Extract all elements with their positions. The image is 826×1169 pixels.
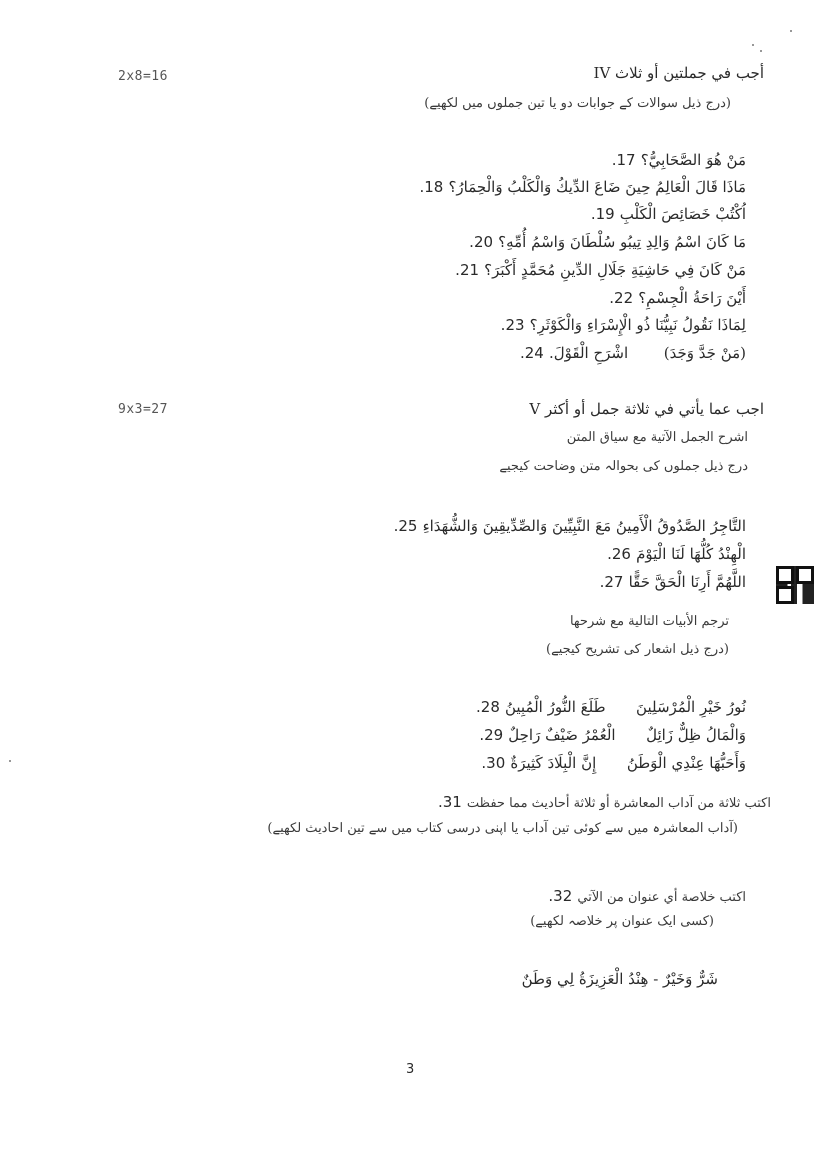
question-32	[548, 886, 746, 905]
section-iv-urdu: (درج ذیل سوالات کے جوابات دو یا تین جملوں میں لکھیے)	[424, 96, 731, 111]
question-32-urdu: (کسی ایک عنوان پر خلاصہ لکھیے)	[530, 914, 714, 929]
scan-speck	[760, 50, 762, 52]
question-number: 31.	[437, 793, 462, 811]
question-number: 27.	[599, 573, 624, 591]
question-number: 20.	[469, 233, 494, 251]
question-number: 26.	[607, 545, 631, 563]
qr-code	[776, 566, 814, 604]
question-number: 21.	[455, 261, 480, 279]
question-text: مَاذَا قَالَ الْعَالِمُ حِينَ ضَاعَ الدِّيكُ وَالْكَلْبُ وَالْحِمَارُ؟	[448, 178, 746, 196]
question-21	[455, 260, 746, 279]
question-20	[469, 232, 746, 251]
question-text: اكتب خلاصة أي عنوان من الآتي	[577, 890, 746, 905]
question-number: 24.	[519, 344, 544, 362]
question-number: 25.	[393, 517, 418, 535]
question-25	[394, 516, 746, 535]
section-v-urdu2: (درج ذیل اشعار کی تشریح کیجیے)	[546, 642, 729, 657]
verse-first-half: طَلَعَ النُّورُ الْمُبِينُ	[504, 698, 606, 716]
verse-29	[479, 725, 746, 744]
question-24	[520, 343, 746, 362]
question-32-topics: شَرٌّ وَخَيْرٌ - هِنْدُ الْعَزِيزَةُ لِي وَطَنٌ	[521, 970, 718, 988]
section-v-sub2: ترجم الأبيات التالية مع شرحها	[569, 614, 729, 629]
verse-second-half: نُورُ خَيْرِ الْمُرْسَلِينَ	[636, 698, 746, 716]
verse-28	[476, 697, 746, 716]
section-v-urdu1: درج ذیل جملوں کی بحوالہ متن وضاحت کیجیے	[499, 459, 748, 474]
verse-number: 30.	[481, 754, 506, 772]
question-text: اُكْتُبْ خَصَائِصَ الْكَلْبِ	[619, 205, 746, 223]
question-text: مَنْ هُوَ الصَّحَابِيُّ؟	[640, 151, 746, 169]
verse-number: 29.	[479, 726, 504, 744]
question-text: اللَّهُمَّ أَرِنَا الْحَقَّ حَقًّا	[628, 573, 746, 591]
question-number: 22.	[609, 289, 634, 307]
question-text: اشْرَحِ الْقَوْلَ.	[548, 344, 629, 362]
section-v-marks: 9x3=27	[118, 402, 168, 417]
verse-number: 28.	[476, 698, 500, 716]
scan-speck	[752, 44, 754, 46]
question-number: 32.	[548, 887, 573, 905]
section-iv-heading: IV أجب في جملتين أو ثلاث	[593, 64, 764, 82]
verse-second-half: وَأَحَبُّهَا عِنْدِي الْوَطَنُ	[626, 754, 746, 772]
question-31-urdu: (آداب المعاشرہ میں سے کوئی تین آداب یا اپنی درسی کتاب میں سے تین احادیث لکھیے)	[267, 821, 738, 836]
question-27	[600, 572, 746, 591]
question-aside: (مَنْ جَدَّ وَجَدَ)	[663, 344, 746, 362]
question-number: 19.	[590, 205, 615, 223]
question-text: اكتب ثلاثة من آداب المعاشرة أو ثلاثة أحاديث مما حفظت	[466, 796, 771, 811]
question-18	[419, 177, 746, 196]
question-23	[501, 315, 746, 334]
verse-first-half: إِنَّ الْبِلَادَ كَثِيرَةٌ	[510, 754, 597, 772]
question-17	[612, 150, 746, 169]
question-text: لِمَاذَا نَقُولُ نَبِيُّنَا ذُو الْإِسْرَاءِ وَالْكَوْثَرِ؟	[529, 316, 746, 334]
question-19	[591, 204, 746, 223]
scan-speck	[9, 760, 11, 762]
question-26	[607, 544, 746, 563]
verse-second-half: وَالْمَالُ ظِلٌّ زَائِلٌ	[646, 726, 746, 744]
question-text: مَا كَانَ اسْمُ وَالِدِ تِيبُو سُلْطَانَ وَاسْمُ أُمِّهِ؟	[498, 233, 746, 251]
section-v-sub1: اشرح الجمل الآتية مع سياق المتن	[566, 430, 748, 445]
question-text: التَّاجِرُ الصَّدُوقُ الْأَمِينُ مَعَ النَّبِيِّينَ وَالصِّدِّيقِينَ وَالشُّهَدَاءِ	[422, 517, 746, 535]
question-text: أَيْنَ رَاحَةُ الْجِسْمِ؟	[638, 289, 746, 307]
scan-speck	[790, 30, 792, 32]
verse-30	[481, 753, 746, 772]
question-22	[609, 288, 746, 307]
question-31	[438, 792, 771, 811]
verse-first-half: الْعُمْرُ ضَيْفٌ رَاحِلٌ	[508, 726, 616, 744]
question-text: مَنْ كَانَ فِي حَاشِيَةِ جَلَالِ الدِّينِ مُحَمَّدٍ أَكْبَرَ؟	[484, 261, 746, 279]
section-iv-marks: 2x8=16	[118, 69, 168, 84]
question-number: 18.	[419, 178, 444, 196]
section-v-heading: V اجب عما يأتي في ثلاثة جمل أو أكثر	[529, 400, 764, 418]
question-number: 17.	[611, 151, 636, 169]
page-number: 3	[406, 1062, 415, 1077]
question-number: 23.	[500, 316, 525, 334]
question-text: الْهِنْدُ كُلُّهَا لَنَا الْيَوْمَ	[636, 545, 746, 563]
